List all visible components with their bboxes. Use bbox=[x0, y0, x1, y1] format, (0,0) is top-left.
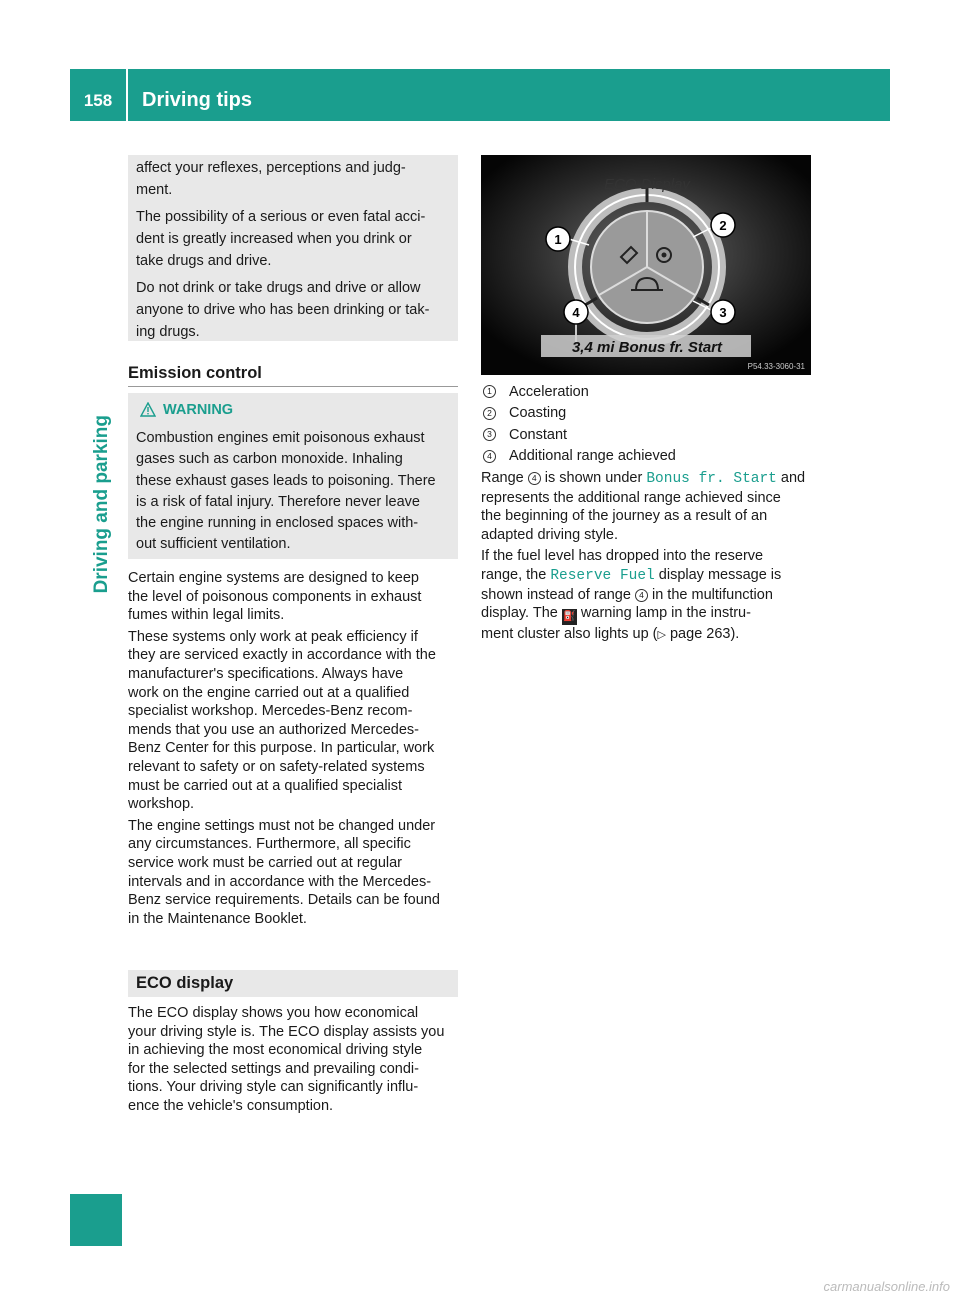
body-line: The engine settings must not be changed under bbox=[128, 817, 436, 834]
caption-row bbox=[481, 403, 821, 425]
figure-captions bbox=[481, 381, 821, 467]
caption-text: Additional range achieved bbox=[509, 448, 676, 465]
callout-label: 1 bbox=[554, 232, 562, 247]
caption-text: Coasting bbox=[509, 405, 567, 422]
text-run: and bbox=[776, 470, 806, 486]
warning-text bbox=[136, 428, 456, 556]
body-line: work on the engine carried out at a qualified bbox=[128, 684, 410, 701]
body-line: they are serviced exactly in accordance with the bbox=[128, 647, 436, 664]
figure-code: P54.33-3060-31 bbox=[747, 362, 805, 371]
text-run: in the multifunction bbox=[647, 586, 773, 603]
intro-line: take drugs and drive. bbox=[136, 253, 272, 269]
intro-line: ing drugs. bbox=[136, 324, 200, 340]
side-tab-marker bbox=[70, 1194, 122, 1246]
callout-label: 4 bbox=[572, 305, 580, 320]
body-line: the level of poisonous components in exhaust bbox=[128, 588, 422, 605]
side-tab-label: Driving and parking bbox=[91, 415, 112, 594]
warning-title: WARNING bbox=[163, 402, 234, 418]
callout-label: 3 bbox=[719, 305, 727, 320]
body-line: tions. Your driving style can significantly influ- bbox=[128, 1079, 419, 1096]
intro-line: ment. bbox=[136, 182, 173, 198]
body-line: If the fuel level has dropped into the reserve bbox=[481, 548, 764, 565]
callout-ref: 4 bbox=[635, 589, 648, 602]
text-run: warning lamp in the instru- bbox=[576, 605, 751, 622]
body-line: Benz service requirements. Details can be found bbox=[128, 892, 440, 909]
watermark: carmanualsonline.info bbox=[823, 1279, 950, 1294]
body-line: manufacturer's specifications. Always have bbox=[128, 665, 404, 682]
body-line: for the selected settings and prevailing condi- bbox=[128, 1060, 419, 1077]
warning-line: these exhaust gases leads to poisoning. There bbox=[136, 472, 436, 489]
body-line: relevant to safety or on safety-related systems bbox=[128, 758, 425, 775]
heading-rule bbox=[128, 386, 458, 387]
display-message-reserve: Reserve Fuel bbox=[550, 567, 655, 584]
page-ref-arrow-icon: ▷ bbox=[657, 629, 666, 642]
body-line: Certain engine systems are designed to keep bbox=[128, 570, 419, 586]
caption-number: 1 bbox=[483, 385, 496, 398]
page-number: 158 bbox=[83, 91, 113, 110]
caption-number: 3 bbox=[483, 428, 496, 441]
body-line: mends that you use an authorized Mercedes- bbox=[128, 721, 419, 738]
emission-body bbox=[128, 569, 464, 928]
eco-body bbox=[128, 1004, 464, 1116]
body-line: in achieving the most economical driving style bbox=[128, 1042, 423, 1059]
body-line: These systems only work at peak efficiency if bbox=[128, 628, 418, 645]
intro-warning-text bbox=[136, 157, 454, 343]
caption-row bbox=[481, 381, 821, 403]
warning-triangle-icon bbox=[140, 402, 156, 422]
caption-number: 4 bbox=[483, 450, 496, 463]
warning-line: out sufficient ventilation. bbox=[136, 536, 291, 553]
intro-line: dent is greatly increased when you drink or bbox=[136, 231, 412, 247]
text-run: shown instead of range bbox=[481, 586, 635, 603]
body-line: adapted driving style. bbox=[481, 526, 619, 543]
body-line bbox=[481, 625, 821, 645]
body-paragraph bbox=[128, 628, 464, 814]
warning-line: the engine running in enclosed spaces with- bbox=[136, 515, 419, 532]
warning-line: gases such as carbon monoxide. Inhaling bbox=[136, 451, 403, 468]
eco-display-figure bbox=[481, 155, 811, 375]
body-line bbox=[481, 604, 821, 625]
text-run: display. The bbox=[481, 605, 562, 622]
body-line: ence the vehicle's consumption. bbox=[128, 1097, 334, 1114]
body-line: service work must be carried out at regular bbox=[128, 854, 402, 871]
body-line bbox=[481, 566, 821, 586]
page-reference-link[interactable]: page 263). bbox=[665, 626, 740, 643]
warning-line: Combustion engines emit poisonous exhaust bbox=[136, 430, 425, 446]
caption-text: Acceleration bbox=[509, 383, 589, 400]
body-line: The ECO display shows you how economical bbox=[128, 1005, 419, 1021]
caption-row bbox=[481, 446, 821, 468]
emission-heading: Emission control bbox=[128, 364, 262, 382]
body-line: the beginning of the journey as a result of an bbox=[481, 508, 768, 525]
body-line: specialist workshop. Mercedes-Benz recom- bbox=[128, 703, 413, 720]
text-run: display message is bbox=[654, 566, 782, 583]
text-run: range, the bbox=[481, 566, 551, 583]
body-line bbox=[481, 586, 821, 605]
body-line bbox=[481, 469, 821, 489]
display-message-bonus: Bonus fr. Start bbox=[646, 471, 777, 487]
body-line: fumes within legal limits. bbox=[128, 607, 285, 624]
body-line: represents the additional range achieved since bbox=[481, 489, 781, 506]
eco-display-illustration bbox=[481, 155, 811, 375]
callout-ref: 4 bbox=[528, 472, 541, 485]
body-paragraph bbox=[128, 817, 464, 929]
fuel-pump-icon: ⛽ bbox=[562, 609, 577, 625]
callout-label: 2 bbox=[719, 218, 727, 233]
caption-text: Constant bbox=[509, 426, 568, 443]
text-run: Range bbox=[481, 470, 528, 486]
body-line: must be carried out at a qualified specialist bbox=[128, 777, 403, 794]
intro-line: anyone to drive who has been drinking or tak- bbox=[136, 302, 430, 318]
intro-line: Do not drink or take drugs and drive or allow bbox=[136, 280, 421, 296]
figure-title: ECO Display bbox=[604, 176, 690, 193]
header-divider bbox=[126, 69, 128, 121]
caption-number: 2 bbox=[483, 407, 496, 420]
text-run: is shown under bbox=[540, 470, 647, 486]
body-line: any circumstances. Furthermore, all specific bbox=[128, 836, 411, 853]
warning-line: is a risk of fatal injury. Therefore never leave bbox=[136, 493, 420, 510]
body-line: in the Maintenance Booklet. bbox=[128, 910, 307, 927]
intro-line: affect your reflexes, perceptions and judg- bbox=[136, 160, 406, 176]
intro-line: The possibility of a serious or even fatal acci- bbox=[136, 209, 426, 225]
body-paragraph bbox=[128, 569, 464, 625]
figure-bottom-text: 3,4 mi Bonus fr. Start bbox=[571, 339, 723, 356]
eco-heading: ECO display bbox=[136, 974, 234, 992]
body-line: Benz Center for this purpose. In particular, work bbox=[128, 740, 435, 757]
body-line: intervals and in accordance with the Mercedes- bbox=[128, 873, 432, 890]
page-title: Driving tips bbox=[142, 89, 253, 111]
body-line: your driving style is. The ECO display assists you bbox=[128, 1023, 445, 1040]
caption-row bbox=[481, 424, 821, 446]
eco-range-text bbox=[481, 469, 821, 645]
text-run: ment cluster also lights up ( bbox=[481, 626, 658, 643]
side-tab bbox=[83, 415, 123, 594]
body-line: workshop. bbox=[128, 796, 195, 813]
